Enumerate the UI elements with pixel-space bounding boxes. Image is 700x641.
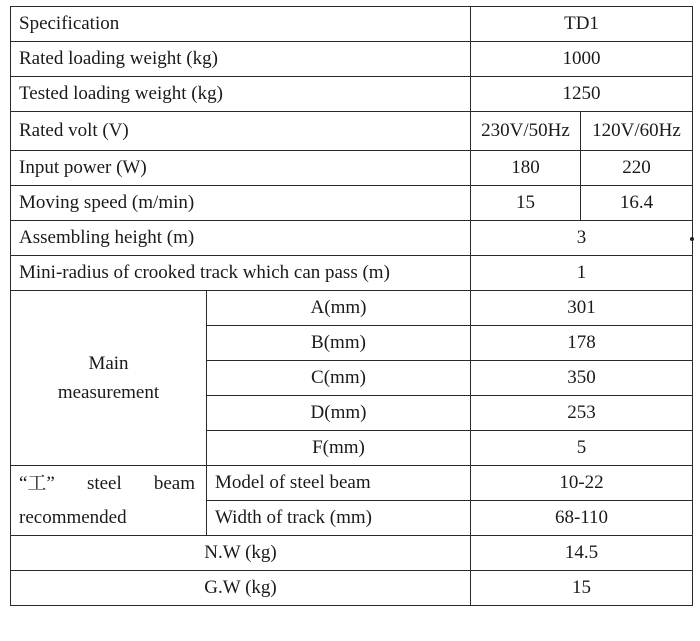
assembling-height-value: 3 [471,221,693,256]
table-row-input-power [11,151,693,186]
moving-speed-value-2: 16.4 [581,186,693,221]
measure-c-value: 350 [471,361,693,396]
rated-volt-label: Rated volt (V) [11,112,471,151]
measure-b-value: 178 [471,326,693,361]
rated-volt-value-2: 120V/60Hz [581,112,693,151]
table-row-tested-load [11,77,693,112]
table-row-mini-radius [11,256,693,291]
main-measurement-label-line1: Main [88,352,129,374]
nw-label: N.W (kg) [11,536,471,571]
steel-beam-word-beam: beam [153,473,195,495]
measure-a-value: 301 [471,291,693,326]
table-row-rated-volt [11,112,693,151]
steel-beam-model-label: Model of steel beam [207,466,471,501]
nw-value: 14.5 [471,536,693,571]
spec-table-container [10,6,694,630]
steel-beam-label-line2: recommended [19,506,127,528]
stray-dot-mark [690,237,694,241]
input-power-value-2: 220 [581,151,693,186]
measure-d-label: D(mm) [207,396,471,431]
table-row-moving-speed [11,186,693,221]
steel-beam-label-line1 [19,467,195,500]
track-width-label: Width of track (mm) [207,501,471,536]
spec-table [10,6,693,606]
table-row-assembling-height [11,221,693,256]
measure-c-label: C(mm) [207,361,471,396]
input-power-value-1: 180 [471,151,581,186]
tested-load-value: 1250 [471,77,693,112]
mini-radius-value: 1 [471,256,693,291]
gw-label: G.W (kg) [11,571,471,606]
main-measurement-label-line2: measurement [57,382,160,403]
tested-load-label: Tested loading weight (kg) [11,77,471,112]
table-row-header [11,7,693,42]
moving-speed-value-1: 15 [471,186,581,221]
track-width-value: 68-110 [471,501,693,536]
steel-beam-model-value: 10-22 [471,466,693,501]
table-row-nw [11,536,693,571]
table-row-rated-load [11,42,693,77]
steel-beam-word-steel: steel [86,473,122,495]
rated-load-value: 1000 [471,42,693,77]
measure-f-label: F(mm) [207,431,471,466]
measure-d-value: 253 [471,396,693,431]
input-power-label: Input power (W) [11,151,471,186]
table-row-gw [11,571,693,606]
gw-value: 15 [471,571,693,606]
steel-beam-recommended-label [11,466,207,536]
spec-header-label: Specification [11,7,471,42]
measure-a-label: A(mm) [207,291,471,326]
measure-f-value: 5 [471,431,693,466]
model-header: TD1 [471,7,693,42]
rated-load-label: Rated loading weight (kg) [11,42,471,77]
mini-radius-label: Mini-radius of crooked track which can pass (m) [11,256,471,291]
measure-b-label: B(mm) [207,326,471,361]
steel-beam-symbol: “工” [19,473,55,495]
table-row-measure-a [11,291,693,326]
main-measurement-label [11,291,207,466]
assembling-height-label: Assembling height (m) [11,221,471,256]
table-row-steel-beam-model [11,466,693,501]
rated-volt-value-1: 230V/50Hz [471,112,581,151]
moving-speed-label: Moving speed (m/min) [11,186,471,221]
